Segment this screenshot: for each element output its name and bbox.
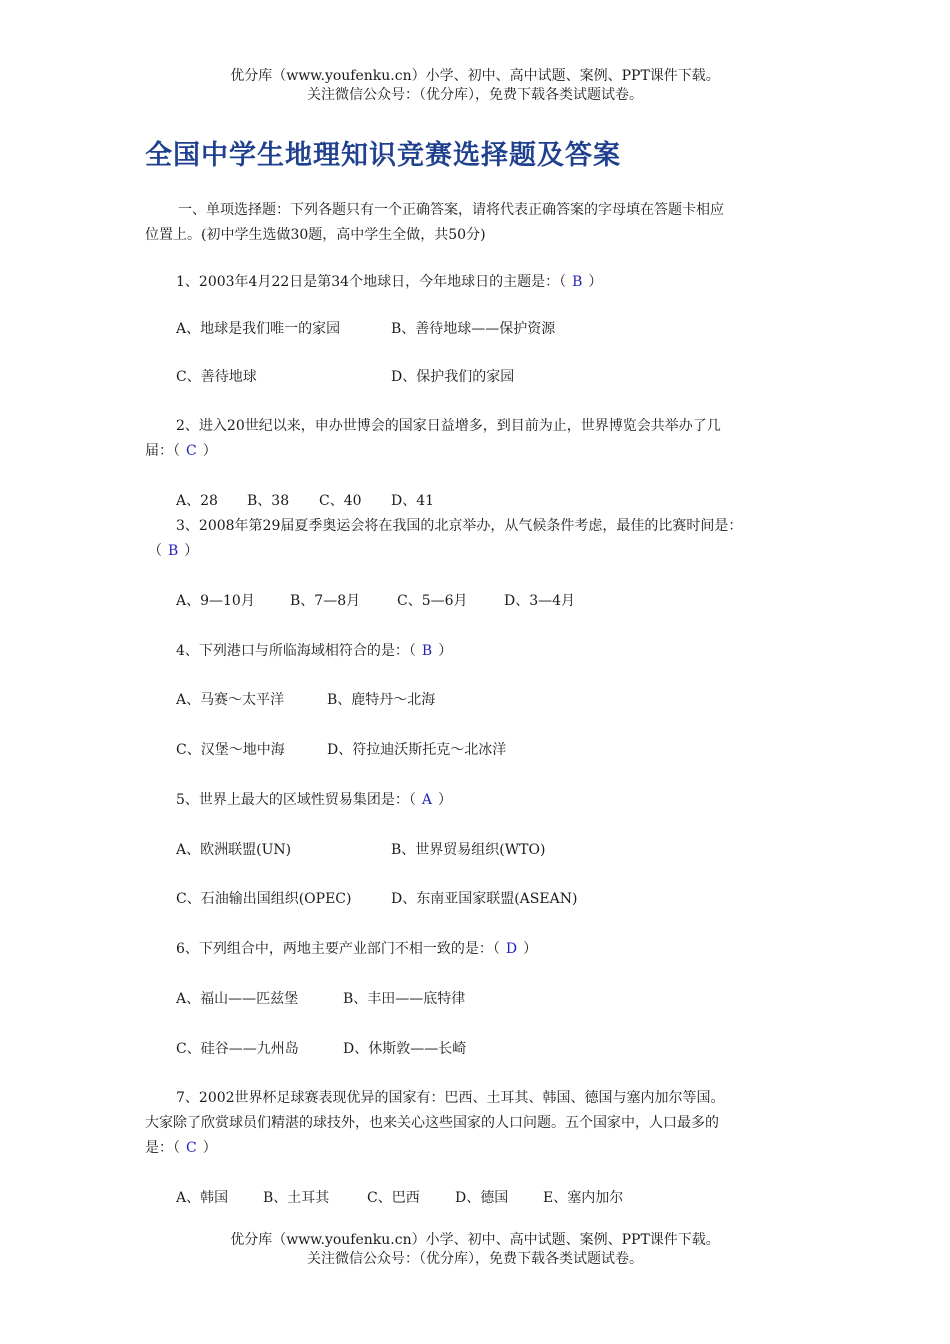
question-2-options bbox=[176, 492, 434, 510]
question-6-option-b: B、丰田——底特律 bbox=[343, 991, 466, 1007]
question-3-options bbox=[176, 592, 575, 610]
question-4-close: ） bbox=[438, 643, 453, 659]
question-7-option-e: E、塞内加尔 bbox=[543, 1190, 624, 1206]
intro-line-2: 位置上。(初中学生选做30题，高中学生全做，共50分) bbox=[145, 227, 486, 243]
question-5-close: ） bbox=[438, 792, 453, 808]
question-6-option-d: D、休斯敦——长崎 bbox=[343, 1041, 467, 1057]
question-6 bbox=[176, 940, 537, 958]
question-2-option-c: C、40 bbox=[319, 493, 362, 509]
footer-line-2: 关注微信公众号：（优分库），免费下载各类试题试卷。 bbox=[307, 1251, 643, 1267]
question-5-answer: A bbox=[421, 792, 433, 808]
question-2-text: 2、进入20世纪以来，申办世博会的国家日益增多，到目前为止，世界博览会共举办了几 bbox=[176, 418, 721, 434]
question-7-option-b: B、土耳其 bbox=[263, 1190, 330, 1206]
question-7-answer: C bbox=[186, 1140, 197, 1156]
question-3-text: 3、2008年第29届夏季奥运会将在我国的北京举办，从气候条件考虑，最佳的比赛时间是： bbox=[176, 518, 743, 534]
question-3-option-a: A、9—10月 bbox=[176, 593, 255, 609]
question-1-option-c: C、善待地球 bbox=[176, 369, 257, 385]
question-3-text-2: （ bbox=[148, 543, 162, 559]
footer-line-1: 优分库（www.youfenku.cn）小学、初中、高中试题、案例、PPT课件下载。 bbox=[230, 1232, 720, 1248]
question-1-option-d: D、保护我们的家园 bbox=[391, 369, 515, 385]
question-2-option-b: B、38 bbox=[247, 493, 290, 509]
header-line-1: 优分库（www.youfenku.cn）小学、初中、高中试题、案例、PPT课件下载。 bbox=[230, 68, 720, 84]
question-1 bbox=[176, 273, 602, 291]
question-5-option-b: B、世界贸易组织(WTO) bbox=[391, 842, 546, 858]
header-line-2: 关注微信公众号：（优分库），免费下载各类试题试卷。 bbox=[307, 87, 643, 103]
question-5-option-c: C、石油输出国组织(OPEC) bbox=[176, 891, 352, 907]
question-6-option-a: A、福山——匹兹堡 bbox=[176, 991, 299, 1007]
question-5-text: 5、世界上最大的区域性贸易集团是：（ bbox=[176, 792, 416, 808]
question-7-options bbox=[176, 1189, 623, 1207]
question-1-text: 1、2003年4月22日是第34个地球日，今年地球日的主题是：（ bbox=[176, 274, 567, 290]
question-6-text: 6、下列组合中，两地主要产业部门不相一致的是：（ bbox=[176, 941, 500, 957]
question-3-close: ） bbox=[184, 543, 199, 559]
question-2-answer: C bbox=[186, 443, 197, 459]
question-7 bbox=[145, 1139, 217, 1157]
question-3 bbox=[148, 542, 198, 560]
question-7-option-c: C、巴西 bbox=[367, 1190, 420, 1206]
question-6-option-c: C、硅谷——九州岛 bbox=[176, 1041, 299, 1057]
question-4-answer: B bbox=[421, 643, 433, 659]
question-7-close: ） bbox=[202, 1140, 217, 1156]
question-3-option-c: C、5—6月 bbox=[397, 593, 468, 609]
question-2-text-2: 届：（ bbox=[145, 443, 180, 459]
question-2-option-d: D、41 bbox=[391, 493, 435, 509]
question-2-close: ） bbox=[202, 443, 217, 459]
question-2-option-a: A、28 bbox=[176, 493, 218, 509]
question-4-text: 4、下列港口与所临海域相符合的是：（ bbox=[176, 643, 416, 659]
question-1-option-a: A、地球是我们唯一的家园 bbox=[176, 321, 341, 337]
question-4-option-b: B、鹿特丹～北海 bbox=[327, 692, 436, 708]
question-7-option-a: A、韩国 bbox=[176, 1190, 229, 1206]
question-3-option-d: D、3—4月 bbox=[504, 593, 576, 609]
question-7-text: 7、2002世界杯足球赛表现优异的国家有：巴西、土耳其、韩国、德国与塞内加尔等国。 bbox=[176, 1090, 725, 1106]
question-2 bbox=[145, 442, 217, 460]
question-3-answer: B bbox=[168, 543, 179, 559]
question-4-option-a: A、马赛～太平洋 bbox=[176, 692, 285, 708]
question-5-option-d: D、东南亚国家联盟(ASEAN) bbox=[391, 891, 578, 907]
question-1-close: ） bbox=[588, 274, 603, 290]
question-1-answer: B bbox=[572, 274, 583, 290]
question-1-option-b: B、善待地球——保护资源 bbox=[391, 321, 556, 337]
question-7-text-2: 大家除了欣赏球员们精湛的球技外，也来关心这些国家的人口问题。五个国家中，人口最多的 bbox=[145, 1115, 719, 1131]
question-7-text-3: 是：（ bbox=[145, 1140, 180, 1156]
question-4-option-d: D、符拉迪沃斯托克～北冰洋 bbox=[327, 742, 507, 758]
question-7-option-d: D、德国 bbox=[455, 1190, 509, 1206]
question-6-close: ） bbox=[523, 941, 538, 957]
question-5-option-a: A、欧洲联盟(UN) bbox=[176, 842, 292, 858]
question-5 bbox=[176, 791, 452, 809]
question-6-answer: D bbox=[505, 941, 518, 957]
question-3-option-b: B、7—8月 bbox=[290, 593, 361, 609]
question-4 bbox=[176, 642, 452, 660]
question-4-option-c: C、汉堡～地中海 bbox=[176, 742, 285, 758]
intro-line-1: 一、单项选择题：下列各题只有一个正确答案，请将代表正确答案的字母填在答题卡相应 bbox=[178, 202, 724, 218]
document-title: 全国中学生地理知识竞赛选择题及答案 bbox=[145, 140, 621, 171]
